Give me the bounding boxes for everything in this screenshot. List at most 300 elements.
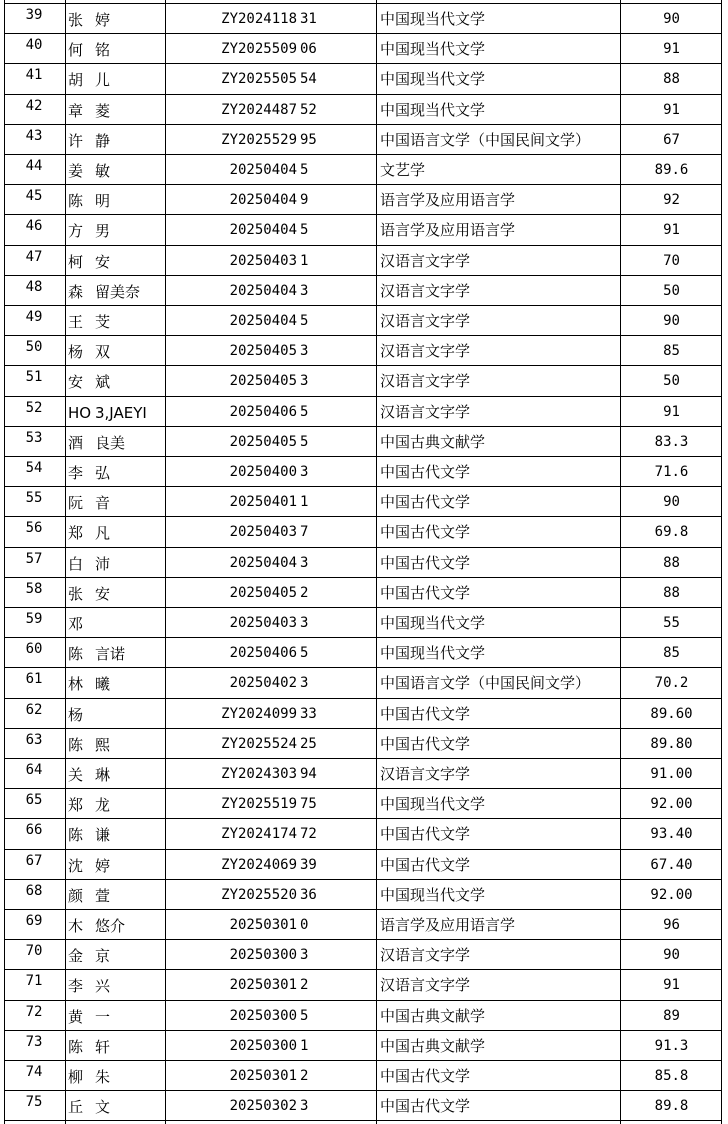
score: 89.80: [650, 735, 693, 752]
student-name: [65, 788, 165, 818]
row-divider: [4, 486, 722, 487]
row-number: 55: [25, 490, 43, 507]
id-part: ZY2024069: [221, 856, 297, 873]
student-name: [65, 1090, 165, 1120]
name-part: 弘: [95, 464, 111, 482]
id-part: ZY2024487: [221, 101, 297, 118]
row-number: 62: [25, 701, 43, 718]
student-name: [65, 275, 165, 305]
major: 汉语言文字学: [380, 976, 471, 995]
id-part: 20250406: [229, 403, 297, 420]
row-divider: [4, 1060, 722, 1061]
id-part: 3: [300, 464, 309, 480]
id-part: 52: [300, 101, 317, 118]
candidate-id: [165, 637, 376, 667]
name-part: 酒: [68, 433, 84, 452]
major: 中国古代文学: [380, 583, 471, 602]
id-part: 20250403: [229, 252, 297, 269]
name-part: 男: [95, 222, 111, 241]
table-row: [4, 849, 722, 879]
id-part: 5: [300, 433, 309, 450]
row-divider: [4, 577, 722, 578]
row-number: 64: [25, 762, 43, 778]
student-name: [65, 577, 165, 607]
major: 中国古典文献学: [380, 1036, 486, 1055]
student-name: [65, 335, 165, 365]
table-row: [4, 63, 722, 93]
student-name: [65, 909, 165, 939]
row-number: 54: [25, 460, 43, 476]
row-number: 51: [25, 369, 43, 386]
score: 91: [663, 101, 680, 118]
name-part: 郑: [68, 796, 84, 815]
student-name: [65, 124, 165, 154]
row-divider: [4, 969, 722, 970]
student-name: [65, 879, 165, 909]
candidate-id: [165, 486, 376, 516]
major: 汉语言文字学: [380, 372, 471, 391]
major: 中国现当代文学: [380, 795, 486, 814]
name-part: 陈: [68, 645, 84, 664]
id-part: 2: [300, 1068, 309, 1084]
candidate-id: [165, 245, 376, 275]
row-number: 57: [25, 550, 43, 567]
table-row: [4, 245, 722, 275]
score: 90: [663, 947, 680, 964]
row-divider: [4, 728, 722, 729]
score: 71.6: [654, 464, 689, 480]
table-row: [4, 577, 722, 607]
id-part: 33: [300, 705, 317, 722]
table-row: [4, 275, 722, 305]
student-name: [65, 456, 165, 486]
score: 91: [663, 41, 680, 58]
name-part: 朱: [95, 1068, 111, 1086]
id-part: 54: [300, 71, 317, 88]
name-part: 铭: [95, 41, 111, 60]
name-part: 柳: [68, 1068, 84, 1086]
row-divider: [4, 305, 722, 306]
id-part: 1: [300, 1037, 309, 1054]
row-number: 74: [25, 1064, 43, 1080]
candidate-id: [165, 758, 376, 788]
major: 中国古代文学: [380, 523, 471, 542]
student-name: [65, 396, 165, 426]
table-row: [4, 214, 722, 244]
id-part: 9: [300, 192, 309, 209]
id-part: 20250403: [229, 524, 297, 541]
row-divider: [4, 879, 722, 880]
major: 中国古代文学: [380, 463, 471, 481]
id-part: 20250406: [229, 645, 297, 662]
table-row: [4, 3, 722, 33]
name-part: 菱: [95, 101, 111, 120]
score: 85: [663, 343, 680, 360]
candidate-id: [165, 788, 376, 818]
row-number: 73: [25, 1033, 43, 1050]
candidate-id: [165, 879, 376, 909]
id-part: 20250402: [229, 675, 297, 692]
major: 文艺学: [380, 161, 426, 179]
score: 91: [663, 222, 680, 239]
major: 汉语言文字学: [380, 251, 471, 270]
candidate-id: [165, 547, 376, 577]
name-part: 陈: [68, 1037, 84, 1056]
row-number: 47: [25, 248, 43, 265]
candidate-id: [165, 939, 376, 969]
major: 汉语言文字学: [380, 342, 471, 361]
candidate-id: [165, 1000, 376, 1030]
id-part: ZY2025519: [221, 796, 297, 813]
table-row: [4, 1060, 722, 1090]
row-number: 41: [25, 67, 43, 84]
id-part: ZY2024174: [221, 826, 297, 843]
name-part: 姜: [68, 162, 84, 180]
major: 语言学及应用语言学: [380, 221, 516, 240]
row-divider: [4, 1090, 722, 1091]
name-part: 白: [68, 554, 84, 573]
student-name: [65, 1000, 165, 1030]
table-row: [4, 1000, 722, 1030]
name-part: 芠: [95, 313, 111, 331]
id-part: 5: [300, 1007, 309, 1024]
id-part: 3: [300, 554, 309, 571]
major: 中国语言文学（中国民间文学）: [380, 674, 591, 693]
table-row: [4, 516, 722, 546]
row-divider: [4, 245, 722, 246]
name-part: 金: [68, 947, 84, 966]
id-part: 72: [300, 826, 317, 843]
candidate-id: [165, 456, 376, 486]
row-divider: [4, 818, 722, 819]
row-number: 50: [25, 339, 43, 356]
name-part: 许: [68, 131, 84, 150]
student-name: [65, 3, 165, 33]
student-name: [65, 154, 165, 184]
student-name: [65, 607, 165, 637]
id-part: 3: [300, 1098, 309, 1115]
name-part: 留美奈: [95, 282, 141, 301]
id-part: 20250404: [229, 313, 297, 329]
name-part: 李: [68, 464, 84, 482]
name-part: 何: [68, 41, 84, 60]
name-part: 婷: [95, 11, 111, 29]
table-row: [4, 909, 722, 939]
column-divider: [721, 0, 722, 1124]
row-divider: [4, 275, 722, 276]
id-part: 95: [300, 131, 317, 148]
row-number: 52: [25, 399, 43, 416]
score: 92.00: [650, 796, 693, 813]
student-name: [65, 849, 165, 879]
row-divider: [4, 1120, 722, 1121]
name-part: 沛: [95, 554, 111, 573]
row-number: 66: [25, 822, 43, 839]
row-number: 72: [25, 1003, 43, 1020]
name-part: 音: [95, 494, 111, 513]
row-divider: [4, 516, 722, 517]
name-part: 一: [95, 1007, 111, 1026]
name-part: 杨: [68, 705, 84, 724]
student-name: [65, 1060, 165, 1090]
row-divider: [4, 758, 722, 759]
name-part: 胡: [68, 71, 84, 90]
student-name: [65, 94, 165, 124]
row-divider: [4, 33, 722, 34]
row-number: 59: [25, 611, 43, 627]
table-row: [4, 667, 722, 697]
row-number: 40: [25, 37, 43, 54]
major: 中国古代文学: [380, 493, 471, 512]
name-part: 陈: [68, 826, 84, 845]
name-part: 轩: [95, 1037, 111, 1056]
major: 中国现当代文学: [380, 885, 486, 904]
id-part: 20250405: [229, 433, 297, 450]
student-name: [65, 698, 165, 728]
major: 中国古代文学: [380, 1097, 471, 1116]
major: 汉语言文字学: [380, 765, 471, 783]
name-part: 斌: [95, 373, 111, 392]
candidate-id: [165, 184, 376, 214]
id-part: 20250405: [229, 584, 297, 601]
table-row: [4, 728, 722, 758]
name-part: 邓: [68, 615, 84, 633]
table-row: [4, 939, 722, 969]
score: 85: [663, 645, 680, 662]
row-number: 68: [25, 882, 43, 899]
name-part: 杨: [68, 343, 84, 362]
table-row: [4, 486, 722, 516]
id-part: 20250401: [229, 494, 297, 511]
name-part: 丘: [68, 1098, 84, 1117]
student-name: [65, 758, 165, 788]
score: 67.40: [650, 856, 693, 873]
id-part: ZY2024099: [221, 705, 297, 722]
candidate-id: [165, 94, 376, 124]
major: 中国现当代文学: [380, 70, 486, 89]
id-part: 20250404: [229, 282, 297, 299]
id-part: ZY2025529: [221, 131, 297, 148]
row-divider: [4, 365, 722, 366]
id-part: 75: [300, 796, 317, 813]
name-part: 方: [68, 222, 84, 241]
student-name: [65, 939, 165, 969]
row-divider: [4, 214, 722, 215]
name-part: 李: [68, 977, 84, 996]
id-part: ZY2025505: [221, 71, 297, 88]
row-number: 39: [25, 7, 43, 23]
student-name: [65, 637, 165, 667]
id-part: 20250403: [229, 615, 297, 631]
id-part: 20250301: [229, 1068, 297, 1084]
id-part: 20250404: [229, 162, 297, 178]
student-name: [65, 547, 165, 577]
row-number: 65: [25, 792, 43, 809]
table-row: [4, 305, 722, 335]
student-name: [65, 33, 165, 63]
name-part: 柯: [68, 252, 84, 271]
name-part: 木: [68, 917, 84, 935]
id-part: 5: [300, 313, 309, 329]
score: 89.60: [650, 705, 693, 722]
name-part: 陈: [68, 735, 84, 754]
student-name: [65, 728, 165, 758]
candidate-id: [165, 1060, 376, 1090]
id-part: 20250301: [229, 917, 297, 933]
id-part: ZY2025509: [221, 41, 297, 58]
row-number: 61: [25, 671, 43, 688]
candidate-id: [165, 275, 376, 305]
candidate-id: [165, 335, 376, 365]
id-part: 0: [300, 917, 309, 933]
name-part: 3,JAEYI: [95, 403, 147, 422]
name-part: 悠介: [95, 917, 126, 935]
major: 中国现当代文学: [380, 10, 486, 28]
table-row: [4, 879, 722, 909]
name-part: 安: [68, 373, 84, 392]
student-name: [65, 365, 165, 395]
candidate-id: [165, 426, 376, 456]
student-name: [65, 214, 165, 244]
id-part: 5: [300, 162, 309, 178]
name-part: 森: [68, 282, 84, 301]
name-part: HO: [68, 403, 92, 422]
candidate-id: [165, 1030, 376, 1060]
id-part: 20250404: [229, 192, 297, 209]
id-part: ZY2025524: [221, 735, 297, 752]
candidate-id: [165, 33, 376, 63]
name-part: 郑: [68, 524, 84, 543]
table-row: [4, 456, 722, 486]
column-divider: [376, 0, 377, 1124]
name-part: 谦: [95, 826, 111, 845]
name-part: 京: [95, 947, 111, 966]
table-row: [4, 33, 722, 63]
id-part: 3: [300, 373, 309, 390]
id-part: 20250301: [229, 977, 297, 994]
score: 89: [663, 1007, 680, 1024]
name-part: 婷: [95, 856, 111, 875]
score: 90: [663, 494, 680, 511]
id-part: 39: [300, 856, 317, 873]
id-part: ZY2024303: [221, 766, 297, 782]
table-row: [4, 1090, 722, 1120]
candidate-id: [165, 728, 376, 758]
candidate-id: [165, 969, 376, 999]
candidate-id: [165, 214, 376, 244]
major: 语言学及应用语言学: [380, 916, 516, 934]
candidate-id: [165, 667, 376, 697]
score: 96: [663, 917, 680, 933]
id-part: ZY2025520: [221, 886, 297, 903]
candidate-id: [165, 396, 376, 426]
candidate-id: [165, 1090, 376, 1120]
major: 中国古典文献学: [380, 432, 486, 451]
name-part: 双: [95, 343, 111, 362]
row-divider: [4, 637, 722, 638]
row-divider: [4, 698, 722, 699]
table-row: [4, 969, 722, 999]
candidate-id: [165, 365, 376, 395]
id-part: 31: [300, 11, 317, 27]
row-number: 53: [25, 429, 43, 446]
id-part: 2: [300, 584, 309, 601]
row-number: 48: [25, 278, 43, 295]
name-part: 王: [68, 313, 84, 331]
candidate-id: [165, 124, 376, 154]
score: 90: [663, 11, 680, 27]
table-row: [4, 698, 722, 728]
score: 69.8: [654, 524, 689, 541]
name-part: 琳: [95, 766, 111, 784]
name-part: 颜: [68, 886, 84, 905]
major: 汉语言文字学: [380, 312, 471, 330]
id-part: 20250405: [229, 343, 297, 360]
name-part: 敏: [95, 162, 111, 180]
major: 中国古代文学: [380, 704, 471, 723]
table-row: [4, 335, 722, 365]
id-part: 25: [300, 735, 317, 752]
row-number: 45: [25, 188, 43, 205]
table-row: [4, 365, 722, 395]
row-divider: [4, 667, 722, 668]
student-name: [65, 305, 165, 335]
row-number: 46: [25, 218, 43, 235]
id-part: 20250302: [229, 1098, 297, 1115]
name-part: 良美: [95, 433, 126, 452]
score: 50: [663, 373, 680, 390]
row-divider: [4, 335, 722, 336]
table-row: [4, 607, 722, 637]
table-row: [4, 788, 722, 818]
row-number: 75: [25, 1094, 43, 1111]
name-part: 文: [95, 1098, 111, 1117]
candidate-id: [165, 698, 376, 728]
table-row: [4, 426, 722, 456]
major: 中国语言文学（中国民间文学）: [380, 130, 591, 149]
id-part: 1: [300, 252, 309, 269]
student-name: [65, 969, 165, 999]
major: 中国古典文献学: [380, 1006, 486, 1025]
name-part: 曦: [95, 675, 111, 694]
candidate-id: [165, 305, 376, 335]
id-part: 20250300: [229, 947, 297, 964]
name-part: 儿: [95, 71, 111, 90]
id-part: 5: [300, 222, 309, 239]
row-divider: [4, 456, 722, 457]
student-name: [65, 245, 165, 275]
row-divider: [4, 63, 722, 64]
table-row: [4, 124, 722, 154]
table-row: [4, 818, 722, 848]
row-number: 67: [25, 852, 43, 869]
table-row: [4, 637, 722, 667]
score: 93.40: [650, 826, 693, 843]
score: 91: [663, 977, 680, 994]
table-row: [4, 154, 722, 184]
major: 中国古代文学: [380, 855, 471, 874]
row-divider: [4, 939, 722, 940]
major: 语言学及应用语言学: [380, 191, 516, 210]
candidate-id: [165, 909, 376, 939]
column-divider: [4, 0, 5, 1124]
score: 70.2: [654, 675, 689, 692]
row-divider: [4, 849, 722, 850]
row-number: 60: [25, 641, 43, 658]
column-divider: [620, 0, 621, 1124]
name-part: 张: [68, 584, 84, 603]
name-part: 萱: [95, 886, 111, 905]
